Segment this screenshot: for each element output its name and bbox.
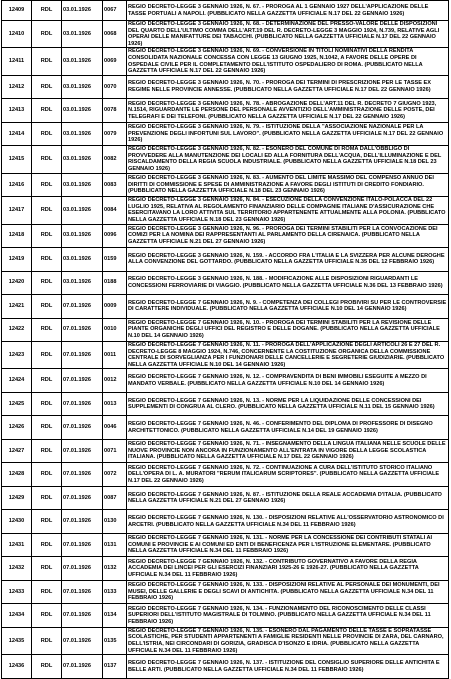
decree-date: 07.01.1926 <box>62 463 103 487</box>
decree-page: 0067 <box>103 1 127 21</box>
decree-page: 0084 <box>103 197 127 224</box>
decree-type: RDL <box>32 21 62 48</box>
decree-page: 0070 <box>103 75 127 99</box>
decree-type: RDL <box>32 463 62 487</box>
decree-description: REGIO DECRETO-LEGGE 7 GENNAIO 1926, N. 131. - NORME PER LA CONCESSIONE DEI CONTRIBUTI STATALI AI COMUNI E PROVINCIE E AI COMUNI ED ENTI DI BENEFICENZA PER L'ISTRUZIONE ELEMENTARE. (PUBBLICATO NELLA GAZZETTA UFFICIALE N.34 DEL 11 FEBBRAIO 1926) <box>127 533 449 557</box>
decree-description: REGIO DECRETO-LEGGE 3 GENNAIO 1926, N. 159. - ACCORDO FRA L'ITALIA E LA SVIZZERA PER ALCUNE DEROGHE ALLA CONVENZIONE DEL GOTTARDO. (PUBBLICATO NELLA GAZZETTA UFFICIALE N.35 DEL 12 FEBBRAIO 1926) <box>127 248 449 272</box>
decree-page: 0188 <box>103 271 127 295</box>
table-row <box>2 173 449 197</box>
table-row <box>2 627 449 654</box>
decree-type: RDL <box>32 248 62 272</box>
decree-description: REGIO DECRETO-LEGGE 3 GENNAIO 1926, N. 68. - DETERMINAZIONE DEL PRESSO-VALORE DELLE DISPOSIZIONI DEL QUARTO DELL'ULTIMO COMMA DELL'ART.19 DEL R. DECRETO-LEGGE 3 MAGGIO 1924, N.739, RELATIVE AGLI OPERAI DELLE MANIFATTURE DEI TABACCHI. (PUBBLICATO NELLA GAZZETTA UFFICIALE N.17 DEL 22 GENNAIO 1926) <box>127 21 449 48</box>
decree-number: 12436 <box>2 655 32 679</box>
decree-description: REGIO DECRETO-LEGGE 3 GENNAIO 1926, N. 79. - ISTITUZIONE DELLA "ASSOCIAZIONE NAZIONALE PER LA PREVENZIONE DEGLI INFORTUNI SUL LAVORO". (PUBBLICATO NELLA GAZZETTA UFFICIALE N.17 DEL 22 GENNAIO 1926) <box>127 122 449 146</box>
decree-date: 07.01.1926 <box>62 655 103 679</box>
decree-description: REGIO DECRETO-LEGGE 7 GENNAIO 1926, N. 134. - FUNZIONAMENTO DEL RICONOSCIMENTO DELLE CLASSI SUPERIORI DELL'ISTITUTO MAGISTRALE DI TOLMINO. (PUBBLICATO NELLA GAZZETTA UFFICIALE N.34 DEL 11 FEBBRAIO 1926) <box>127 604 449 628</box>
decree-number: 12429 <box>2 486 32 510</box>
decree-date: 07.01.1926 <box>62 392 103 416</box>
decree-number: 12418 <box>2 224 32 248</box>
decree-type: RDL <box>32 99 62 123</box>
table-row <box>2 604 449 628</box>
decree-type: RDL <box>32 557 62 581</box>
table-row <box>2 655 449 679</box>
decree-page: 0069 <box>103 48 127 75</box>
decree-date: 07.01.1926 <box>62 369 103 393</box>
decree-type: RDL <box>32 392 62 416</box>
decree-date: 03.01.1926 <box>62 75 103 99</box>
decree-date: 07.01.1926 <box>62 416 103 440</box>
table-row <box>2 271 449 295</box>
decree-number: 12426 <box>2 416 32 440</box>
decree-date: 03.01.1926 <box>62 248 103 272</box>
decree-page: 0087 <box>103 486 127 510</box>
decree-date: 07.01.1926 <box>62 580 103 604</box>
decree-number: 12417 <box>2 197 32 224</box>
decree-number: 12420 <box>2 271 32 295</box>
decree-type: RDL <box>32 48 62 75</box>
decree-description: REGIO DECRETO-LEGGE 3 GENNAIO 1926, N. 78. - ABROGAZIONE DELL'ART.11 DEL R. DECRETO 7 GIUGNO 1923, N.1514, RIGUARDANTE LE PERSONE DEL PERSONALE AVVENTIZIO DELL'AMMINISTRAZIONE DELLE POSTE, DEI TELEGRAFI E DEI TELEFONI. (PUBBLICATO NELLA GAZZETTA UFFICIALE N.17 DEL 22 GENNAIO 1926) <box>127 99 449 123</box>
table-row <box>2 392 449 416</box>
decree-page: 0068 <box>103 21 127 48</box>
decree-date: 03.01.1926 <box>62 146 103 173</box>
decree-page: 0132 <box>103 557 127 581</box>
decree-page: 0010 <box>103 318 127 342</box>
table-row <box>2 295 449 319</box>
decree-page: 0159 <box>103 248 127 272</box>
decree-description: REGIO DECRETO-LEGGE 3 GENNAIO 1926, N. 69. - CONVERSIONE IN TITOLI NOMINATIVI DELLA RENDITA CONSOLIDATA NAZIONALE CONCESSA CON LEGGE 13 GIUGNO 1925, N.1042, A FAVORE DELLE OPERE DI OSPEDALE CIVILE PER IL COMPLETAMENTO DELL'ISTITUTO OSPEDALIERO DI ROMA. (PUBBLICATO NELLA GAZZETTA UFFICIALE N.17 DEL 22 GENNAIO 1926) <box>127 48 449 75</box>
decree-page: 0078 <box>103 99 127 123</box>
decree-page: 0012 <box>103 369 127 393</box>
table-row <box>2 99 449 123</box>
decree-type: RDL <box>32 627 62 654</box>
decree-type: RDL <box>32 197 62 224</box>
decree-number: 12428 <box>2 463 32 487</box>
table-row <box>2 369 449 393</box>
decree-page: 0072 <box>103 463 127 487</box>
decree-type: RDL <box>32 533 62 557</box>
decree-type: RDL <box>32 486 62 510</box>
decree-number: 12415 <box>2 146 32 173</box>
decree-table <box>1 0 449 679</box>
decree-description: REGIO DECRETO-LEGGE 7 GENNAIO 1926, N. 135. - ESONERO DAL PAGAMENTO DELLE TASSE E SOPRATASSE SCOLASTICHE, PER STUDENTI APPARTENENTI A FAMIGLIE RESIDENTI NELLE PROVINCIE DI ZARA, DEL CARNARO, DELL'ISTRIA, NEI CIRCONDARI DI GORIZIA, GRADISCA D'ISONZO E IDRIA. (PUBBLICATO NELLA GAZZETTA UFFICIALE N.34 DEL 11 FEBBRAIO 1926) <box>127 627 449 654</box>
decree-number: 12425 <box>2 392 32 416</box>
decree-date: 03.01.1926 <box>62 197 103 224</box>
decree-type: RDL <box>32 1 62 21</box>
decree-type: RDL <box>32 369 62 393</box>
decree-page: 0096 <box>103 224 127 248</box>
decree-number: 12409 <box>2 1 32 21</box>
decree-page: 0009 <box>103 295 127 319</box>
decree-description: REGIO DECRETO-LEGGE 7 GENNAIO 1926, N. 10. - PROROGA DEI TERMINI STABILITI PER LA REVISIONE DELLE PIANTE ORGANICHE DEGLI UFFICI DEL REGISTRO E DELLE DOGANE. (PUBBLICATO NELLA GAZZETTA UFFICIALE N.10 DEL 14 GENNAIO 1926) <box>127 318 449 342</box>
decree-page: 0083 <box>103 173 127 197</box>
decree-type: RDL <box>32 75 62 99</box>
table-row <box>2 342 449 369</box>
decree-date: 07.01.1926 <box>62 318 103 342</box>
decree-number: 12434 <box>2 604 32 628</box>
decree-date: 07.01.1926 <box>62 342 103 369</box>
decree-date: 07.01.1926 <box>62 604 103 628</box>
table-row <box>2 75 449 99</box>
decree-description: REGIO DECRETO-LEGGE 7 GENNAIO 1926, N. 71. - INSEGNAMENTO DELLA LINGUA ITALIANA NELLE SCUOLE DELLE NUOVE PROVINCIE NON ANCORA IN FUNZIONAMENTO ALL'ENTRATA IN VIGORE DELLA LEGGE SCOLASTICA ITALIANA. (PUBBLICATO NELLA GAZZETTA UFFICIALE N.17 DEL 22 GENNAIO 1926) <box>127 439 449 463</box>
decree-description: REGIO DECRETO-LEGGE 3 GENNAIO 1926, N. 67. - PROROGA AL 1 GENNAIO 1927 DELL'APPLICAZIONE DELLE TASSE PORTUALI A NAPOLI. (PUBBLICATO NELLA GAZZETTA UFFICIALE N.17 DEL 22 GENNAIO 1926) <box>127 1 449 21</box>
decree-description: REGIO DECRETO-LEGGE 3 GENNAIO 1926, N. 83. - AUMENTO DEL LIMITE MASSIMO DEL COMPENSO ANNUO DEI DIRITTI DI COMMISSIONE E SPESE DI AMMINISTRAZIONE A FAVORE DEGLI ISTITUTI DI CREDITO FONDIARIO. (PUBBLICATO NELLA GAZZETTA UFFICIALE N.18 DEL 23 GENNAIO 1926) <box>127 173 449 197</box>
decree-description: REGIO DECRETO-LEGGE 7 GENNAIO 1926, N. 132. - CONTRIBUTO GOVERNATIVO A FAVORE DELLA REGIA ACCADEMIA DEI LINCEI PER GLI ESERCIZI FINANZIARI 1925-26 E 1926-27. (PUBBLICATO NELLA GAZZETTA UFFICIALE N.34 DEL 11 FEBBRAIO 1926) <box>127 557 449 581</box>
decree-description: REGIO DECRETO-LEGGE 7 GENNAIO 1926, N. 13. - NORME PER LA LIQUIDAZIONE DELLE CONCESSIONI DEI SUPPLEMENTI DI CONGRUA AL CLERO. (PUBBLICATO NELLA GAZZETTA UFFICIALE N.11 DEL 15 GENNAIO 1926) <box>127 392 449 416</box>
table-row <box>2 318 449 342</box>
decree-date: 07.01.1926 <box>62 557 103 581</box>
decree-page: 0137 <box>103 655 127 679</box>
decree-description: REGIO DECRETO-LEGGE 3 GENNAIO 1926, N. 96. - PROROGA DEI TERMINI STABILITI PER LA CONVOCAZIONE DEI COMIZI PER LA NOMINA DEI RAPPRESENTANTI AL PARLAMENTO DELLA CIRENAICA. (PUBBLICATO NELLA GAZZETTA UFFICIALE N.21 DEL 27 GENNAIO 1926) <box>127 224 449 248</box>
table-row <box>2 416 449 440</box>
decree-description: REGIO DECRETO-LEGGE 7 GENNAIO 1926, N. 130. - DISPOSIZIONI RELATIVE ALL'OSSERVATORIO ASTRONOMICO DI ARCETRI. (PUBBLICATO NELLA GAZZETTA UFFICIALE N.34 DEL 11 FEBBRAIO 1926) <box>127 510 449 534</box>
decree-description: REGIO DECRETO-LEGGE 7 GENNAIO 1926, N. 87. - ISTITUZIONE DELLA REALE ACCADEMIA D'ITALIA. (PUBBLICATO NELLA GAZZETTA UFFICIALE N.21 DEL 27 GENNAIO 1926) <box>127 486 449 510</box>
decree-page: 0131 <box>103 533 127 557</box>
decree-description: REGIO DECRETO-LEGGE 7 GENNAIO 1926, N. 11. - PROROGA DELL'APPLICAZIONE DEGLI ARTICOLI 26 E 27 DEL R. DECRETO-LEGGE 8 MAGGIO 1924, N.746, CONCERNENTE LA COSTITUZIONE ORGANICA DELLA COMMISSIONE CENTRALE DI SORVEGLIANZA PER I FUNZIONARI DELLE CANCELLERIE E SEGRETERIE GIUDIZIARIE. (PUBBLICATO NELLA GAZZETTA UFFICIALE N.10 DEL 14 GENNAIO 1926) <box>127 342 449 369</box>
decree-date: 07.01.1926 <box>62 486 103 510</box>
decree-number: 12416 <box>2 173 32 197</box>
decree-number: 12424 <box>2 369 32 393</box>
decree-type: RDL <box>32 224 62 248</box>
decree-description: REGIO DECRETO-LEGGE 3 GENNAIO 1926, N. 70. - PROROGA DEI TERMINI DI PRESCRIZIONE PER LE TASSE EX REGIME NELLE PROVINCIE ANNESSE. (PUBBLICATO NELLA GAZZETTA UFFICIALE N.17 DEL 22 GENNAIO 1926) <box>127 75 449 99</box>
decree-description: REGIO DECRETO-LEGGE 7 GENNAIO 1926, N. 9. - COMPETENZA DEI COLLEGI PROBIVIRI SU PER LE CONTROVERSIE DI CARATTERE INDIVIDUALE. (PUBBLICATO NELLA GAZZETTA UFFICIALE N.10 DEL 14 GENNAIO 1926) <box>127 295 449 319</box>
decree-date: 03.01.1926 <box>62 173 103 197</box>
decree-description: REGIO DECRETO-LEGGE 3 GENNAIO 1926, N. 188. - MODIFICAZIONE ALLE DISPOSIZIONI RIGUARDANTI LE CONCESSIONI FERROVIARIE DI VIAGGIO. (PUBBLICATO NELLA GAZZETTA UFFICIALE N.36 DEL 13 FEBBRAIO 1926) <box>127 271 449 295</box>
decree-number: 12413 <box>2 99 32 123</box>
table-row <box>2 510 449 534</box>
table-row <box>2 224 449 248</box>
decree-date: 07.01.1926 <box>62 627 103 654</box>
decree-type: RDL <box>32 318 62 342</box>
decree-page: 0133 <box>103 580 127 604</box>
decree-number: 12423 <box>2 342 32 369</box>
decree-type: RDL <box>32 439 62 463</box>
decree-type: RDL <box>32 295 62 319</box>
decree-page: 0079 <box>103 122 127 146</box>
decree-number: 12427 <box>2 439 32 463</box>
decree-number: 12411 <box>2 48 32 75</box>
decree-description: REGIO DECRETO-LEGGE 3 GENNAIO 1926, N. 82. - ESONERO DEL COMUNE DI ROMA DALL'OBBLIGO DI PROVVEDERE ALLA MANUTENZIONE DEI LOCALI ED ALLA FORNITURA DELL'ACQUA, DELL'ILLUMINAZIONE E DEL RISCALDAMENTO DELLA REGIA SCUOLA INDUSTRIALE. (PUBBLICATO NELLA GAZZETTA UFFICIALE N.18 DEL 23 GENNAIO 1926) <box>127 146 449 173</box>
decree-page: 0046 <box>103 416 127 440</box>
table-row <box>2 463 449 487</box>
decree-date: 03.01.1926 <box>62 271 103 295</box>
decree-type: RDL <box>32 655 62 679</box>
decree-date: 03.01.1926 <box>62 122 103 146</box>
table-row <box>2 1 449 21</box>
decree-number: 12430 <box>2 510 32 534</box>
decree-page: 0130 <box>103 510 127 534</box>
decree-type: RDL <box>32 580 62 604</box>
decree-type: RDL <box>32 122 62 146</box>
decree-number: 12433 <box>2 580 32 604</box>
table-row <box>2 557 449 581</box>
decree-number: 12410 <box>2 21 32 48</box>
decree-type: RDL <box>32 271 62 295</box>
decree-page: 0013 <box>103 392 127 416</box>
table-row <box>2 580 449 604</box>
decree-date: 03.01.1926 <box>62 1 103 21</box>
decree-date: 03.01.1926 <box>62 224 103 248</box>
decree-number: 12412 <box>2 75 32 99</box>
table-row <box>2 122 449 146</box>
decree-type: RDL <box>32 604 62 628</box>
decree-number: 12432 <box>2 557 32 581</box>
table-row <box>2 439 449 463</box>
decree-date: 07.01.1926 <box>62 510 103 534</box>
decree-date: 07.01.1926 <box>62 295 103 319</box>
decree-table-body <box>2 1 449 679</box>
decree-number: 12422 <box>2 318 32 342</box>
decree-description: REGIO DECRETO-LEGGE 7 GENNAIO 1926, N. 72. - CONTINUAZIONE A CURA DELL'ISTITUTO STORICO ITALIANO DELL'OPERA DI L. A. MURATORI "RERUM ITALICARUM SCRIPTORES". (PUBBLICATO NELLA GAZZETTA UFFICIALE N.17 DEL 22 GENNAIO 1926) <box>127 463 449 487</box>
decree-page: 0011 <box>103 342 127 369</box>
decree-page: 0082 <box>103 146 127 173</box>
decree-page: 0071 <box>103 439 127 463</box>
decree-description: REGIO DECRETO-LEGGE 7 GENNAIO 1926, N. 133. - DISPOSIZIONI RELATIVE AL PERSONALE DEI MONUMENTI, DEI MUSEI, DELLE GALLERIE E DEGLI SCAVI DI ANTICHITA. (PUBBLICATO NELLA GAZZETTA UFFICIALE N.34 DEL 11 FEBBRAIO 1926) <box>127 580 449 604</box>
decree-number: 12435 <box>2 627 32 654</box>
table-row <box>2 486 449 510</box>
decree-type: RDL <box>32 510 62 534</box>
decree-date: 07.01.1926 <box>62 533 103 557</box>
table-row <box>2 197 449 224</box>
table-row <box>2 48 449 75</box>
decree-description: REGIO DECRETO-LEGGE 3 GENNAIO 1926, N. 84. - ESECUZIONE DELLA CONVENZIONE ITALO-POLACCA DEL 22 LUGLIO 1925, RELATIVA AL REGOLAMENTO FINANZIARIO DELLE COMPAGNIE ITALIANE D'ASSICURAZIONE CHE ESERCITAVANO LA LORO ATTIVITA SUL TERRITORIO APPARTENENTE ATTUALMENTE ALLA POLONIA. (PUBBLICATO NELLA GAZZETTA UFFICIALE N.18 DEL 23 GENNAIO 1926) <box>127 197 449 224</box>
table-row <box>2 533 449 557</box>
decree-description: REGIO DECRETO-LEGGE 7 GENNAIO 1926, N. 137. - ISTITUZIONE DEL CONSIGLIO SUPERIORE DELLE ANTICHITA E BELLE ARTI. (PUBBLICATO NELLA GAZZETTA UFFICIALE N.34 DEL 11 FEBBRAIO 1926) <box>127 655 449 679</box>
decree-type: RDL <box>32 342 62 369</box>
decree-description: REGIO DECRETO-LEGGE 7 GENNAIO 1926, N. 46. - CONFERIMENTO DEL DIPLOMA DI PROFESSORE DI DISEGNO ARCHITETTONICO. (PUBBLICATO NELLA GAZZETTA UFFICIALE N.14 DEL 19 GENNAIO 1926) <box>127 416 449 440</box>
decree-date: 07.01.1926 <box>62 439 103 463</box>
decree-number: 12421 <box>2 295 32 319</box>
decree-date: 03.01.1926 <box>62 48 103 75</box>
decree-page: 0134 <box>103 604 127 628</box>
decree-type: RDL <box>32 146 62 173</box>
table-row <box>2 248 449 272</box>
table-row <box>2 21 449 48</box>
decree-number: 12414 <box>2 122 32 146</box>
decree-type: RDL <box>32 173 62 197</box>
decree-number: 12419 <box>2 248 32 272</box>
decree-page: 0135 <box>103 627 127 654</box>
decree-type: RDL <box>32 416 62 440</box>
decree-date: 03.01.1926 <box>62 99 103 123</box>
decree-number: 12431 <box>2 533 32 557</box>
table-row <box>2 146 449 173</box>
decree-description: REGIO DECRETO-LEGGE 7 GENNAIO 1926, N. 12. - COMPRAVENDITA DI BENI IMMOBILI ESEGUITE A MEZZO DI MANDATO VERBALE. (PUBBLICATO NELLA GAZZETTA UFFICIALE N.10 DEL 14 GENNAIO 1926) <box>127 369 449 393</box>
decree-date: 03.01.1926 <box>62 21 103 48</box>
